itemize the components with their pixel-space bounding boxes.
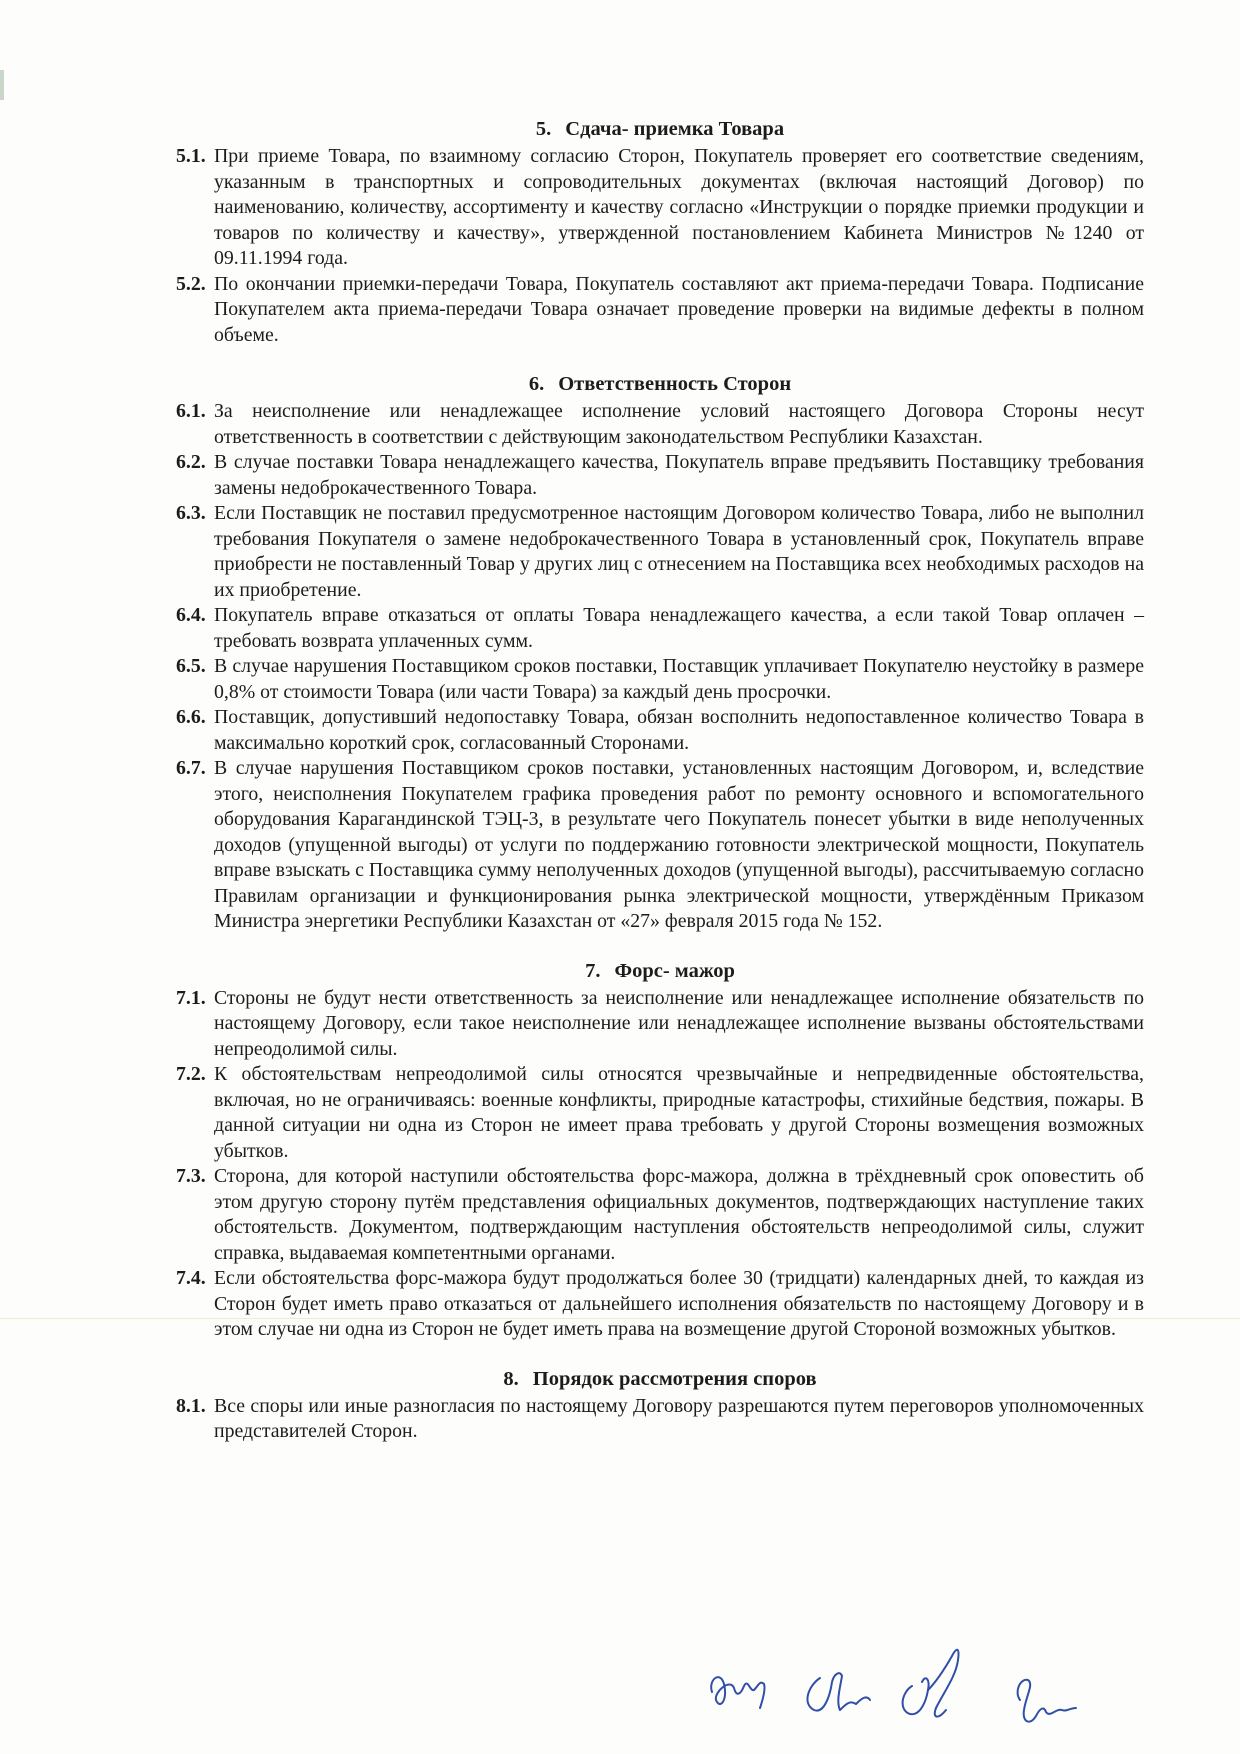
- clause-text: Все споры или иные разногласия по настоящему Договору разрешаются путем переговоров уполномоченных представителей Сторон.: [214, 1394, 1144, 1442]
- section-number: 6.: [528, 373, 545, 395]
- handwritten-signatures: [690, 1630, 1140, 1740]
- clause-number: 7.2.: [176, 1063, 206, 1085]
- clause-7-3: [176, 1164, 1144, 1266]
- section-number: 8.: [503, 1367, 519, 1390]
- section-8: [176, 1367, 1144, 1445]
- signature-1: [711, 1677, 764, 1708]
- clause-text: Если обстоятельства форс-мажора будут продолжаться более 30 (тридцати) календарных дней, то каждая из Сторон будет иметь право отказаться от дальнейшего исполнения обязательств по настоящему Договору и в этом случае ни одна из Сторон не будет иметь права на возмещение другой Стороной возможных убытков.: [214, 1267, 1144, 1340]
- clause-6-3: [176, 501, 1144, 603]
- signature-4: [1018, 1680, 1076, 1722]
- clause-text: В случае нарушения Поставщиком сроков поставки, установленных настоящим Договором, и, вследствие этого, неисполнения Покупателем графика проведения работ по ремонту основного и вспомогательного оборудования Карагандинской ТЭЦ-3, в результате чего Покупатель понесет убытки в виде неполученных доходов (упущенной выгоды) от услуги по поддержанию готовности электрической мощности, Покупатель вправе взыскать с Поставщика сумму неполученных доходов (упущенной выгоды), рассчитываемую согласно Правилам организации и функционирования рынка электрической мощности, утверждённым Приказом Министра энергетики Республики Казахстан от «27» февраля 2015 года № 152.: [214, 757, 1144, 932]
- clause-6-1: [176, 399, 1144, 450]
- section-heading: Ответственность Сторон: [558, 373, 792, 395]
- clause-6-7: [176, 756, 1144, 935]
- section-number: 5.: [535, 118, 552, 140]
- clause-number: 6.3.: [176, 502, 206, 524]
- clause-number: 6.6.: [176, 706, 206, 728]
- clause-text: В случае нарушения Поставщиком сроков поставки, Поставщик уплачивает Покупателю неустойку в размере 0,8% от стоимости Товара (или части Товара) за каждый день просрочки.: [214, 655, 1144, 703]
- section-5: [176, 117, 1144, 348]
- clause-6-5: [176, 654, 1144, 705]
- clause-number: 7.1.: [176, 986, 206, 1009]
- clause-number: 6.5.: [176, 655, 206, 677]
- clause-text: В случае поставки Товара ненадлежащего качества, Покупатель вправе предъявить Поставщику требования замены недоброкачественного Товара.: [214, 451, 1144, 499]
- clause-text: Покупатель вправе отказаться от оплаты Товара ненадлежащего качества, а если такой Товар оплачен – требовать возврата уплаченных сумм.: [214, 604, 1144, 652]
- section-heading: Сдача- приемка Товара: [565, 118, 785, 140]
- clause-number: 7.3.: [176, 1165, 206, 1187]
- clause-7-2: [176, 1062, 1144, 1164]
- clause-text: За неисполнение или ненадлежащее исполнение условий настоящего Договора Стороны несут ответственность в соответствии с действующим законодательством Республики Казахстан.: [214, 400, 1144, 448]
- section-title: [176, 372, 1144, 397]
- signature-3: [903, 1650, 959, 1717]
- clause-text: По окончании приемки-передачи Товара, Покупатель составляют акт приема-передачи Товара. Подписание Покупателем акта приема-передачи Товара означает проведение проверки на видимые дефекты в полном объеме.: [214, 272, 1144, 346]
- scan-edge-mark: [0, 70, 4, 100]
- section-6: [176, 372, 1144, 935]
- clause-text: Стороны не будут нести ответственность за неисполнение или ненадлежащее исполнение обязательств по настоящему Договору, если такое неисполнение или ненадлежащее исполнение вызваны обстоятельствами непреодолимой силы.: [214, 986, 1144, 1060]
- section-heading: Форс- мажор: [614, 959, 735, 982]
- signature-2: [807, 1673, 870, 1710]
- clause-text: К обстоятельствам непреодолимой силы относятся чрезвычайные и непредвиденные обстоятельства, включая, но не ограничиваясь: военные конфликты, природные катастрофы, стихийные бедствия, пожары. В данной ситуации ни одна из Сторон не имеет права требовать у другой Стороны возмещения возможных убытков.: [214, 1063, 1144, 1162]
- clause-text: Поставщик, допустивший недопоставку Товара, обязан восполнить недопоставленное количество Товара в максимально короткий срок, согласованный Сторонами.: [214, 706, 1144, 754]
- clause-text: Если Поставщик не поставил предусмотренное настоящим Договором количество Товара, либо не выполнил требования Покупателя о замене недоброкачественного Товара в установленный срок, Покупатель вправе приобрести не поставленный Товар у других лиц с отнесением на Поставщика всех необходимых расходов на их приобретение.: [214, 502, 1144, 601]
- clause-number: 6.7.: [176, 757, 206, 779]
- clause-5-1: [176, 144, 1144, 272]
- section-title: [176, 959, 1144, 984]
- clause-6-6: [176, 705, 1144, 756]
- clause-number: 6.2.: [176, 451, 206, 473]
- clause-text: Сторона, для которой наступили обстоятельства форс-мажора, должна в трёхдневный срок оповестить об этом другую сторону путём представления официальных документов, подтверждающих наступление таких обстоятельств. Документом, подтверждающим наступления обстоятельств непреодолимой силы, служит справка, выдаваемая компетентными органами.: [214, 1165, 1144, 1264]
- clause-8-1: [176, 1394, 1144, 1445]
- contract-body: [176, 117, 1144, 1469]
- clause-number: 6.4.: [176, 604, 206, 626]
- clause-5-2: [176, 272, 1144, 349]
- clause-number: 8.1.: [176, 1394, 206, 1417]
- section-title: [176, 117, 1144, 142]
- clause-number: 5.1.: [176, 145, 206, 167]
- section-title: [176, 1367, 1144, 1392]
- clause-number: 6.1.: [176, 400, 206, 422]
- clause-7-1: [176, 986, 1144, 1063]
- clause-number: 5.2.: [176, 272, 206, 295]
- clause-number: 7.4.: [176, 1267, 206, 1289]
- clause-6-4: [176, 603, 1144, 654]
- clause-6-2: [176, 450, 1144, 501]
- signatures-row: [690, 1630, 1140, 1740]
- clause-7-4: [176, 1266, 1144, 1343]
- section-number: 7.: [585, 959, 601, 982]
- section-heading: Порядок рассмотрения споров: [532, 1367, 817, 1390]
- clause-text: При приеме Товара, по взаимному согласию Сторон, Покупатель проверяет его соответствие сведениям, указанным в транспортных и сопроводительных документах (включая настоящий Договор) по наименованию, количеству, ассортименту и качеству согласно «Инструкции о порядке приемки продукции и товаров по количеству и качеству», утвержденной постановлением Кабинета Министров №1240 от 09.11.1994 года.: [214, 145, 1144, 269]
- section-7: [176, 959, 1144, 1343]
